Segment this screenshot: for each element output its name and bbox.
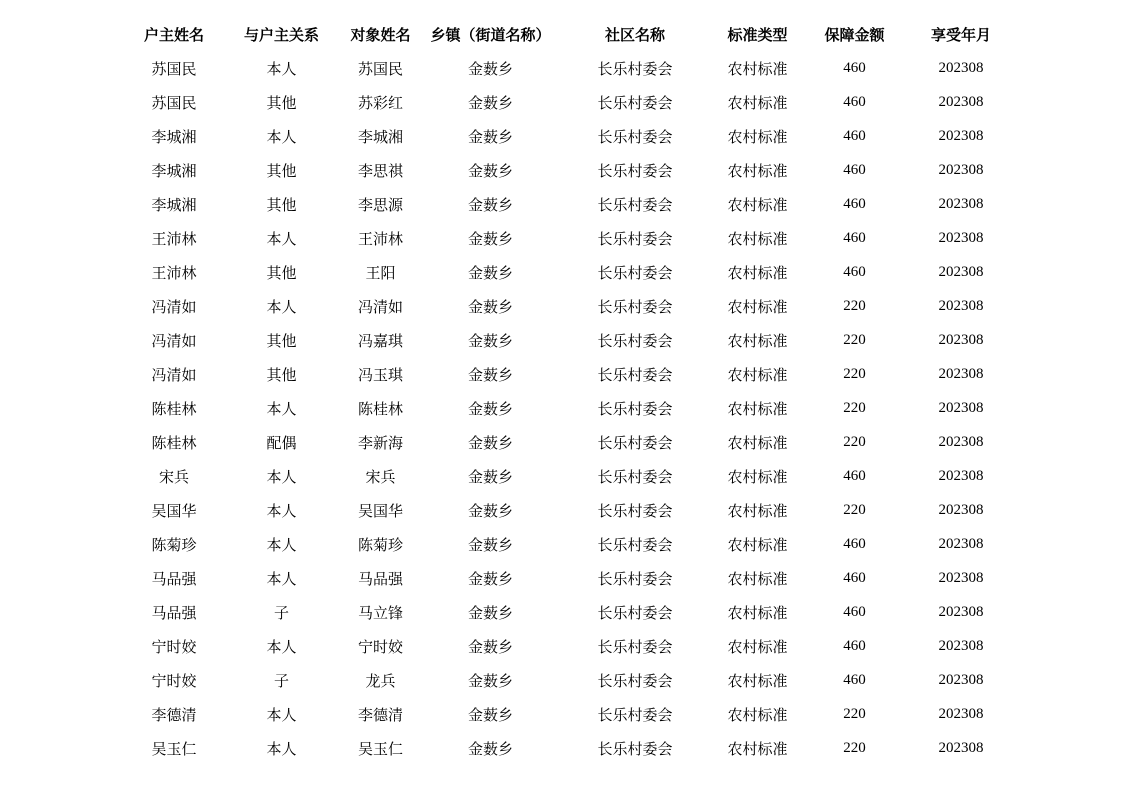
recipient-name-cell: 宋兵 bbox=[365, 467, 396, 486]
head-of-household-cell: 苏国民 bbox=[151, 93, 197, 112]
standard-type-cell: 农村标准 bbox=[727, 739, 788, 758]
relationship-cell: 本人 bbox=[266, 569, 297, 588]
recipient-name-cell: 王阳 bbox=[365, 263, 396, 282]
township-cell: 金薮乡 bbox=[467, 365, 513, 384]
head-of-household-cell: 李德清 bbox=[151, 705, 197, 724]
period-cell: 202308 bbox=[938, 331, 984, 348]
relationship-cell: 其他 bbox=[266, 195, 297, 214]
standard-type-cell: 农村标准 bbox=[727, 569, 788, 588]
table-row bbox=[119, 119, 1012, 153]
community-cell: 长乐村委会 bbox=[597, 195, 673, 214]
relationship-cell: 本人 bbox=[266, 637, 297, 656]
amount-cell: 460 bbox=[843, 467, 866, 484]
township-cell: 金薮乡 bbox=[467, 705, 513, 724]
header-relationship: 与户主关系 bbox=[243, 25, 319, 44]
standard-type-cell: 农村标准 bbox=[727, 705, 788, 724]
township-cell: 金薮乡 bbox=[467, 467, 513, 486]
relationship-cell: 本人 bbox=[266, 297, 297, 316]
head-of-household-cell: 宁时姣 bbox=[151, 637, 197, 656]
township-cell: 金薮乡 bbox=[467, 637, 513, 656]
table-row bbox=[119, 629, 1012, 663]
community-cell: 长乐村委会 bbox=[597, 705, 673, 724]
relationship-cell: 配偶 bbox=[266, 433, 297, 452]
community-cell: 长乐村委会 bbox=[597, 535, 673, 554]
head-of-household-cell: 李城湘 bbox=[151, 127, 197, 146]
township-cell: 金薮乡 bbox=[467, 195, 513, 214]
community-cell: 长乐村委会 bbox=[597, 467, 673, 486]
period-cell: 202308 bbox=[938, 127, 984, 144]
amount-cell: 220 bbox=[843, 297, 866, 314]
amount-cell: 220 bbox=[843, 433, 866, 450]
standard-type-cell: 农村标准 bbox=[727, 331, 788, 350]
amount-cell: 220 bbox=[843, 705, 866, 722]
township-cell: 金薮乡 bbox=[467, 263, 513, 282]
township-cell: 金薮乡 bbox=[467, 535, 513, 554]
recipient-name-cell: 吴国华 bbox=[357, 501, 403, 520]
recipient-name-cell: 李思源 bbox=[357, 195, 403, 214]
community-cell: 长乐村委会 bbox=[597, 331, 673, 350]
recipient-name-cell: 马品强 bbox=[357, 569, 403, 588]
head-of-household-cell: 陈桂林 bbox=[151, 399, 197, 418]
table-row bbox=[119, 595, 1012, 629]
table-row bbox=[119, 561, 1012, 595]
head-of-household-cell: 吴国华 bbox=[151, 501, 197, 520]
amount-cell: 460 bbox=[843, 671, 866, 688]
standard-type-cell: 农村标准 bbox=[727, 229, 788, 248]
head-of-household-cell: 李城湘 bbox=[151, 161, 197, 180]
recipient-name-cell: 吴玉仁 bbox=[357, 739, 403, 758]
community-cell: 长乐村委会 bbox=[597, 365, 673, 384]
standard-type-cell: 农村标准 bbox=[727, 467, 788, 486]
standard-type-cell: 农村标准 bbox=[727, 399, 788, 418]
period-cell: 202308 bbox=[938, 297, 984, 314]
township-cell: 金薮乡 bbox=[467, 297, 513, 316]
header-head-of-household: 户主姓名 bbox=[143, 25, 204, 44]
head-of-household-cell: 马品强 bbox=[151, 569, 197, 588]
amount-cell: 460 bbox=[843, 127, 866, 144]
township-cell: 金薮乡 bbox=[467, 229, 513, 248]
community-cell: 长乐村委会 bbox=[597, 603, 673, 622]
relationship-cell: 本人 bbox=[266, 739, 297, 758]
standard-type-cell: 农村标准 bbox=[727, 433, 788, 452]
relationship-cell: 其他 bbox=[266, 161, 297, 180]
table-row bbox=[119, 697, 1012, 731]
standard-type-cell: 农村标准 bbox=[727, 365, 788, 384]
standard-type-cell: 农村标准 bbox=[727, 127, 788, 146]
community-cell: 长乐村委会 bbox=[597, 161, 673, 180]
table-row bbox=[119, 289, 1012, 323]
relationship-cell: 本人 bbox=[266, 59, 297, 78]
amount-cell: 220 bbox=[843, 331, 866, 348]
period-cell: 202308 bbox=[938, 161, 984, 178]
header-amount: 保障金额 bbox=[824, 25, 885, 44]
period-cell: 202308 bbox=[938, 399, 984, 416]
period-cell: 202308 bbox=[938, 93, 984, 110]
period-cell: 202308 bbox=[938, 637, 984, 654]
period-cell: 202308 bbox=[938, 705, 984, 722]
table-row bbox=[119, 187, 1012, 221]
head-of-household-cell: 冯清如 bbox=[151, 331, 197, 350]
township-cell: 金薮乡 bbox=[467, 433, 513, 452]
recipient-name-cell: 李德清 bbox=[357, 705, 403, 724]
relationship-cell: 其他 bbox=[266, 93, 297, 112]
head-of-household-cell: 陈菊珍 bbox=[151, 535, 197, 554]
relationship-cell: 其他 bbox=[266, 263, 297, 282]
amount-cell: 460 bbox=[843, 195, 866, 212]
table-row bbox=[119, 493, 1012, 527]
recipient-name-cell: 龙兵 bbox=[365, 671, 396, 690]
township-cell: 金薮乡 bbox=[467, 399, 513, 418]
header-recipient-name: 对象姓名 bbox=[350, 25, 411, 44]
relationship-cell: 子 bbox=[273, 603, 289, 622]
township-cell: 金薮乡 bbox=[467, 93, 513, 112]
header-standard-type: 标准类型 bbox=[727, 25, 788, 44]
community-cell: 长乐村委会 bbox=[597, 127, 673, 146]
period-cell: 202308 bbox=[938, 501, 984, 518]
community-cell: 长乐村委会 bbox=[597, 637, 673, 656]
standard-type-cell: 农村标准 bbox=[727, 637, 788, 656]
head-of-household-cell: 李城湘 bbox=[151, 195, 197, 214]
table-row bbox=[119, 255, 1012, 289]
table-row bbox=[119, 425, 1012, 459]
relationship-cell: 本人 bbox=[266, 705, 297, 724]
community-cell: 长乐村委会 bbox=[597, 433, 673, 452]
head-of-household-cell: 王沛林 bbox=[151, 263, 197, 282]
community-cell: 长乐村委会 bbox=[597, 263, 673, 282]
relationship-cell: 本人 bbox=[266, 535, 297, 554]
amount-cell: 460 bbox=[843, 93, 866, 110]
amount-cell: 220 bbox=[843, 399, 866, 416]
recipient-name-cell: 冯嘉琪 bbox=[357, 331, 403, 350]
head-of-household-cell: 冯清如 bbox=[151, 365, 197, 384]
table-row bbox=[119, 663, 1012, 697]
table-row bbox=[119, 527, 1012, 561]
amount-cell: 460 bbox=[843, 59, 866, 76]
table-row bbox=[119, 85, 1012, 119]
relationship-cell: 其他 bbox=[266, 365, 297, 384]
township-cell: 金薮乡 bbox=[467, 501, 513, 520]
community-cell: 长乐村委会 bbox=[597, 93, 673, 112]
table-row bbox=[119, 731, 1012, 765]
recipient-name-cell: 李城湘 bbox=[357, 127, 403, 146]
head-of-household-cell: 苏国民 bbox=[151, 59, 197, 78]
recipient-name-cell: 陈菊珍 bbox=[357, 535, 403, 554]
recipient-name-cell: 冯玉琪 bbox=[357, 365, 403, 384]
period-cell: 202308 bbox=[938, 739, 984, 756]
period-cell: 202308 bbox=[938, 263, 984, 280]
amount-cell: 460 bbox=[843, 569, 866, 586]
header-period: 享受年月 bbox=[930, 25, 991, 44]
community-cell: 长乐村委会 bbox=[597, 229, 673, 248]
standard-type-cell: 农村标准 bbox=[727, 161, 788, 180]
amount-cell: 220 bbox=[843, 739, 866, 756]
amount-cell: 460 bbox=[843, 535, 866, 552]
standard-type-cell: 农村标准 bbox=[727, 263, 788, 282]
amount-cell: 460 bbox=[843, 263, 866, 280]
table-body bbox=[119, 51, 1012, 765]
period-cell: 202308 bbox=[938, 433, 984, 450]
standard-type-cell: 农村标准 bbox=[727, 59, 788, 78]
standard-type-cell: 农村标准 bbox=[727, 535, 788, 554]
amount-cell: 460 bbox=[843, 229, 866, 246]
period-cell: 202308 bbox=[938, 467, 984, 484]
head-of-household-cell: 宁时姣 bbox=[151, 671, 197, 690]
table-row bbox=[119, 51, 1012, 85]
head-of-household-cell: 吴玉仁 bbox=[151, 739, 197, 758]
community-cell: 长乐村委会 bbox=[597, 739, 673, 758]
township-cell: 金薮乡 bbox=[467, 671, 513, 690]
community-cell: 长乐村委会 bbox=[597, 501, 673, 520]
period-cell: 202308 bbox=[938, 535, 984, 552]
recipient-name-cell: 李新海 bbox=[357, 433, 403, 452]
standard-type-cell: 农村标准 bbox=[727, 501, 788, 520]
relationship-cell: 本人 bbox=[266, 127, 297, 146]
community-cell: 长乐村委会 bbox=[597, 297, 673, 316]
period-cell: 202308 bbox=[938, 603, 984, 620]
standard-type-cell: 农村标准 bbox=[727, 671, 788, 690]
head-of-household-cell: 冯清如 bbox=[151, 297, 197, 316]
head-of-household-cell: 王沛林 bbox=[151, 229, 197, 248]
recipient-name-cell: 冯清如 bbox=[357, 297, 403, 316]
amount-cell: 460 bbox=[843, 637, 866, 654]
community-cell: 长乐村委会 bbox=[597, 399, 673, 418]
relationship-cell: 子 bbox=[273, 671, 289, 690]
township-cell: 金薮乡 bbox=[467, 603, 513, 622]
period-cell: 202308 bbox=[938, 365, 984, 382]
period-cell: 202308 bbox=[938, 229, 984, 246]
community-cell: 长乐村委会 bbox=[597, 59, 673, 78]
amount-cell: 460 bbox=[843, 161, 866, 178]
relationship-cell: 本人 bbox=[266, 229, 297, 248]
township-cell: 金薮乡 bbox=[467, 161, 513, 180]
recipient-name-cell: 苏彩红 bbox=[357, 93, 403, 112]
period-cell: 202308 bbox=[938, 671, 984, 688]
period-cell: 202308 bbox=[938, 569, 984, 586]
header-township: 乡镇（街道名称） bbox=[430, 25, 551, 44]
beneficiary-table bbox=[119, 17, 1012, 765]
table-row bbox=[119, 357, 1012, 391]
recipient-name-cell: 苏国民 bbox=[357, 59, 403, 78]
relationship-cell: 本人 bbox=[266, 501, 297, 520]
recipient-name-cell: 陈桂林 bbox=[357, 399, 403, 418]
head-of-household-cell: 马品强 bbox=[151, 603, 197, 622]
relationship-cell: 其他 bbox=[266, 331, 297, 350]
community-cell: 长乐村委会 bbox=[597, 671, 673, 690]
period-cell: 202308 bbox=[938, 195, 984, 212]
table-row bbox=[119, 221, 1012, 255]
amount-cell: 460 bbox=[843, 603, 866, 620]
relationship-cell: 本人 bbox=[266, 399, 297, 418]
township-cell: 金薮乡 bbox=[467, 569, 513, 588]
header-community: 社区名称 bbox=[604, 25, 665, 44]
township-cell: 金薮乡 bbox=[467, 331, 513, 350]
recipient-name-cell: 李思祺 bbox=[357, 161, 403, 180]
table-row bbox=[119, 153, 1012, 187]
community-cell: 长乐村委会 bbox=[597, 569, 673, 588]
table-row bbox=[119, 323, 1012, 357]
header-row bbox=[119, 17, 1012, 51]
relationship-cell: 本人 bbox=[266, 467, 297, 486]
recipient-name-cell: 王沛林 bbox=[357, 229, 403, 248]
standard-type-cell: 农村标准 bbox=[727, 603, 788, 622]
township-cell: 金薮乡 bbox=[467, 59, 513, 78]
table-row bbox=[119, 391, 1012, 425]
recipient-name-cell: 宁时姣 bbox=[357, 637, 403, 656]
head-of-household-cell: 宋兵 bbox=[158, 467, 189, 486]
standard-type-cell: 农村标准 bbox=[727, 93, 788, 112]
standard-type-cell: 农村标准 bbox=[727, 297, 788, 316]
head-of-household-cell: 陈桂林 bbox=[151, 433, 197, 452]
period-cell: 202308 bbox=[938, 59, 984, 76]
township-cell: 金薮乡 bbox=[467, 127, 513, 146]
table-row bbox=[119, 459, 1012, 493]
recipient-name-cell: 马立锋 bbox=[357, 603, 403, 622]
township-cell: 金薮乡 bbox=[467, 739, 513, 758]
amount-cell: 220 bbox=[843, 365, 866, 382]
standard-type-cell: 农村标准 bbox=[727, 195, 788, 214]
amount-cell: 220 bbox=[843, 501, 866, 518]
